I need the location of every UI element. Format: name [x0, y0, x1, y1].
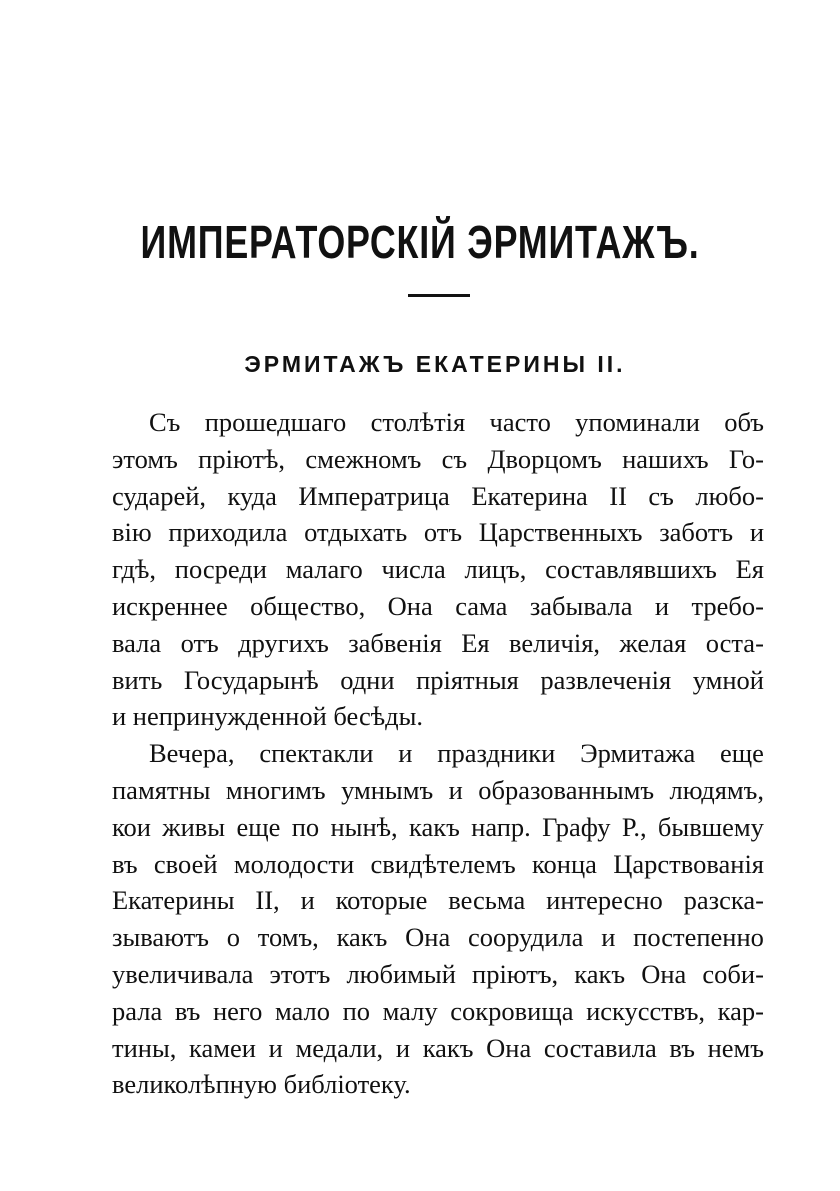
text-line: этомъ пріютѣ, смежномъ съ Дворцомъ нашихъ Го- — [112, 443, 764, 474]
text-line: рала въ него мало по малу сокровища искусствъ, кар- — [112, 995, 764, 1026]
body-text — [112, 404, 764, 1103]
text-line: вить Государынѣ одни пріятныя развлеченія умной — [112, 664, 764, 695]
paragraph — [112, 735, 764, 1103]
text-line: Съ прошедшаго столѣтія часто упоминали объ — [149, 407, 764, 437]
paragraph — [112, 404, 764, 735]
text-line: вала отъ другихъ забвенія Ея величія, желая оста- — [112, 627, 764, 658]
text-line: въ своей молодости свидѣтелемъ конца Царствованія — [112, 848, 764, 879]
title-rule-divider — [408, 294, 470, 297]
section-subtitle: ЭРМИТАЖЪ ЕКАТЕРИНЫ II. — [244, 351, 626, 377]
text-line: и непринужденной бесѣды. — [112, 701, 424, 732]
text-line: гдѣ, посреди малаго числа лицъ, составлявшихъ Ея — [112, 554, 764, 585]
text-line: Екатерины II, и которые весьма интересно разска- — [112, 885, 764, 916]
text-line: вію приходила отдыхать отъ Царственныхъ заботъ и — [112, 517, 764, 548]
text-line: увеличивала этотъ любимый пріютъ, какъ Она соби- — [112, 958, 764, 989]
text-line: искреннее общество, Она сама забывала и требо- — [112, 590, 764, 621]
text-line: кои живы еще по нынѣ, какъ напр. Графу Р., бывшему — [112, 811, 764, 842]
text-line: памятны многимъ умнымъ и образованнымъ людямъ, — [112, 774, 764, 805]
text-line: великолѣпную библіотеку. — [112, 1069, 411, 1100]
text-line: зываютъ о томъ, какъ Она соорудила и постепенно — [112, 922, 764, 953]
text-line: сударей, куда Императрица Екатерина II съ любо- — [112, 480, 764, 511]
text-line: Вечера, спектакли и праздники Эрмитажа еще — [149, 738, 764, 769]
page-title: ИМПЕРАТОРСКІЙ ЭРМИТАЖЪ. — [140, 216, 700, 268]
text-line: тины, камеи и медали, и какъ Она составила въ немъ — [112, 1032, 764, 1063]
